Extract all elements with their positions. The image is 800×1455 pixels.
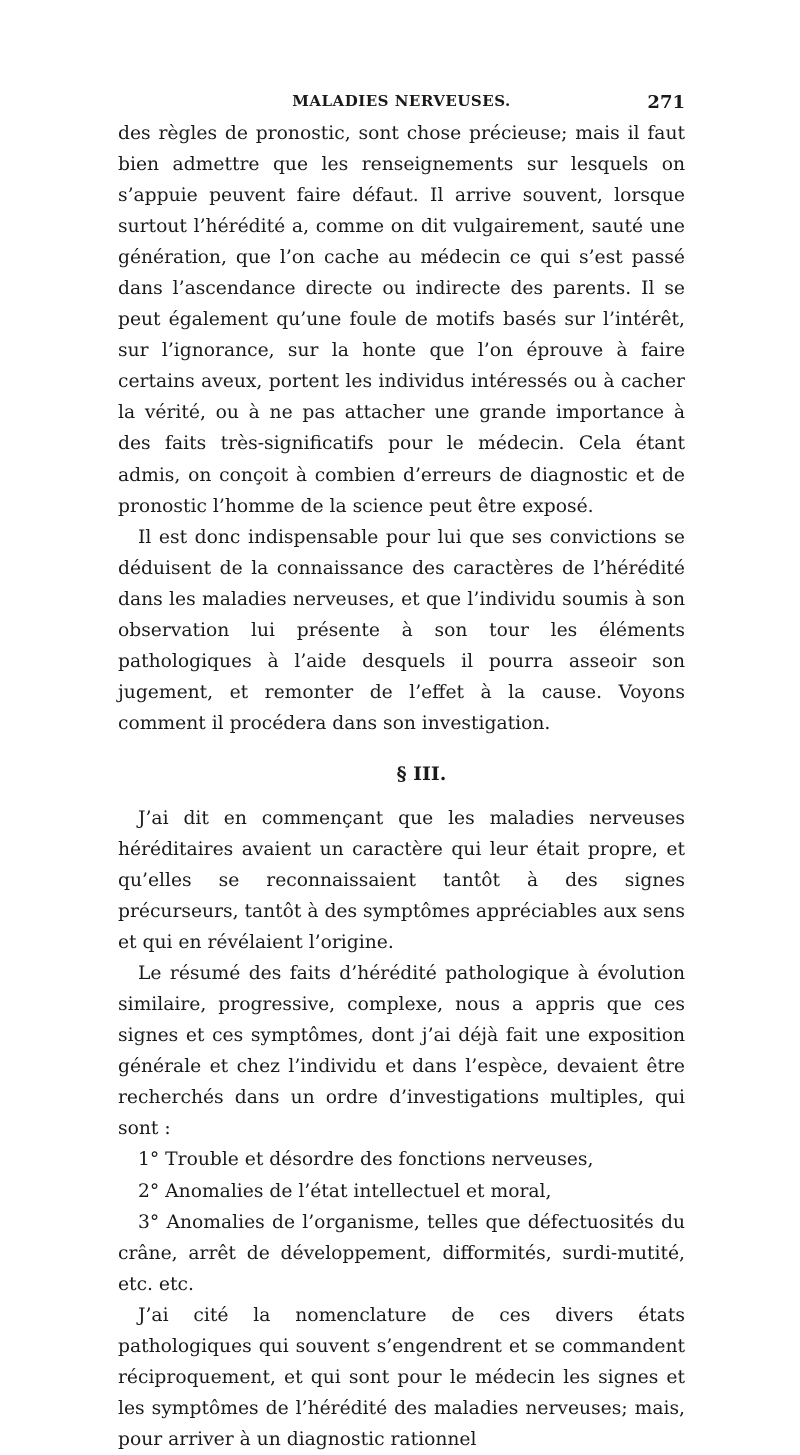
list-item: 2° Anomalies de l’état intellectuel et moral, bbox=[138, 1180, 552, 1202]
paragraph: des règles de pronostic, sont chose précieuse; mais il faut bien admettre que les renseignements sur lesquels on s’appuie peuvent faire défaut. Il arrive souvent, lorsque surtout l’hérédité a, comme on dit vulgairement, sauté une génération, que l’on cache au médecin ce qui s’est passé dans l’ascendance directe ou indirecte des parents. Il se peut également qu’une foule de motifs basés sur l’intérêt, sur l’ignorance, sur la honte que l’on éprouve à faire certains aveux, portent les individus intéressés ou à cacher la vérité, ou à ne pas attacher une grande importance à des faits très-significatifs pour le médecin. Cela étant admis, on conçoit à combien d’erreurs de diagnostic et de pronostic l’homme de la science peut être exposé. bbox=[118, 123, 685, 517]
list-item: 1° Trouble et désordre des fonctions nerveuses, bbox=[138, 1149, 594, 1171]
page-number: 271 bbox=[647, 92, 685, 113]
paragraph: J’ai cité la nomenclature de ces divers états pathologiques qui souvent s’engendrent et se commandent réciproquement, et qui sont pour le médecin les signes et les symptômes de l’hérédité des maladies nerveuses; mais, pour arriver à un diagnostic rationnel bbox=[118, 1304, 685, 1450]
paragraph: Le résumé des faits d’hérédité pathologique à évolution similaire, progressive, complexe, nous a appris que ces signes et ces symptômes, dont j’ai déjà fait une exposition générale et chez l’individu et dans l’espèce, devaient être recherchés dans un ordre d’investigations multiples, qui sont : bbox=[118, 963, 685, 1140]
list-item: 3° Anomalies de l’organisme, telles que défectuosités du crâne, arrêt de développement, difformités, surdi-mutité, etc. etc. bbox=[118, 1211, 685, 1295]
running-head bbox=[118, 92, 685, 118]
section-heading: § III. bbox=[396, 762, 447, 785]
body-text bbox=[118, 118, 685, 1455]
book-page bbox=[118, 92, 685, 1455]
paragraph: J’ai dit en commençant que les maladies nerveuses héréditaires avaient un caractère qui leur était propre, et qu’elles se reconnaissaient tantôt à des signes précurseurs, tantôt à des symptômes appréciables aux sens et qui en révélaient l’origine. bbox=[118, 807, 686, 954]
running-title: MALADIES NERVEUSES. bbox=[292, 92, 511, 110]
paragraph: Il est donc indispensable pour lui que ses convictions se déduisent de la connaissance des caractères de l’hérédité dans les maladies nerveuses, et que l’individu soumis à son observation lui présente à son tour les éléments pathologiques à l’aide desquels il pourra asseoir son jugement, et remonter de l’effet à la cause. Voyons comment il procédera dans son investigation. bbox=[118, 526, 685, 734]
